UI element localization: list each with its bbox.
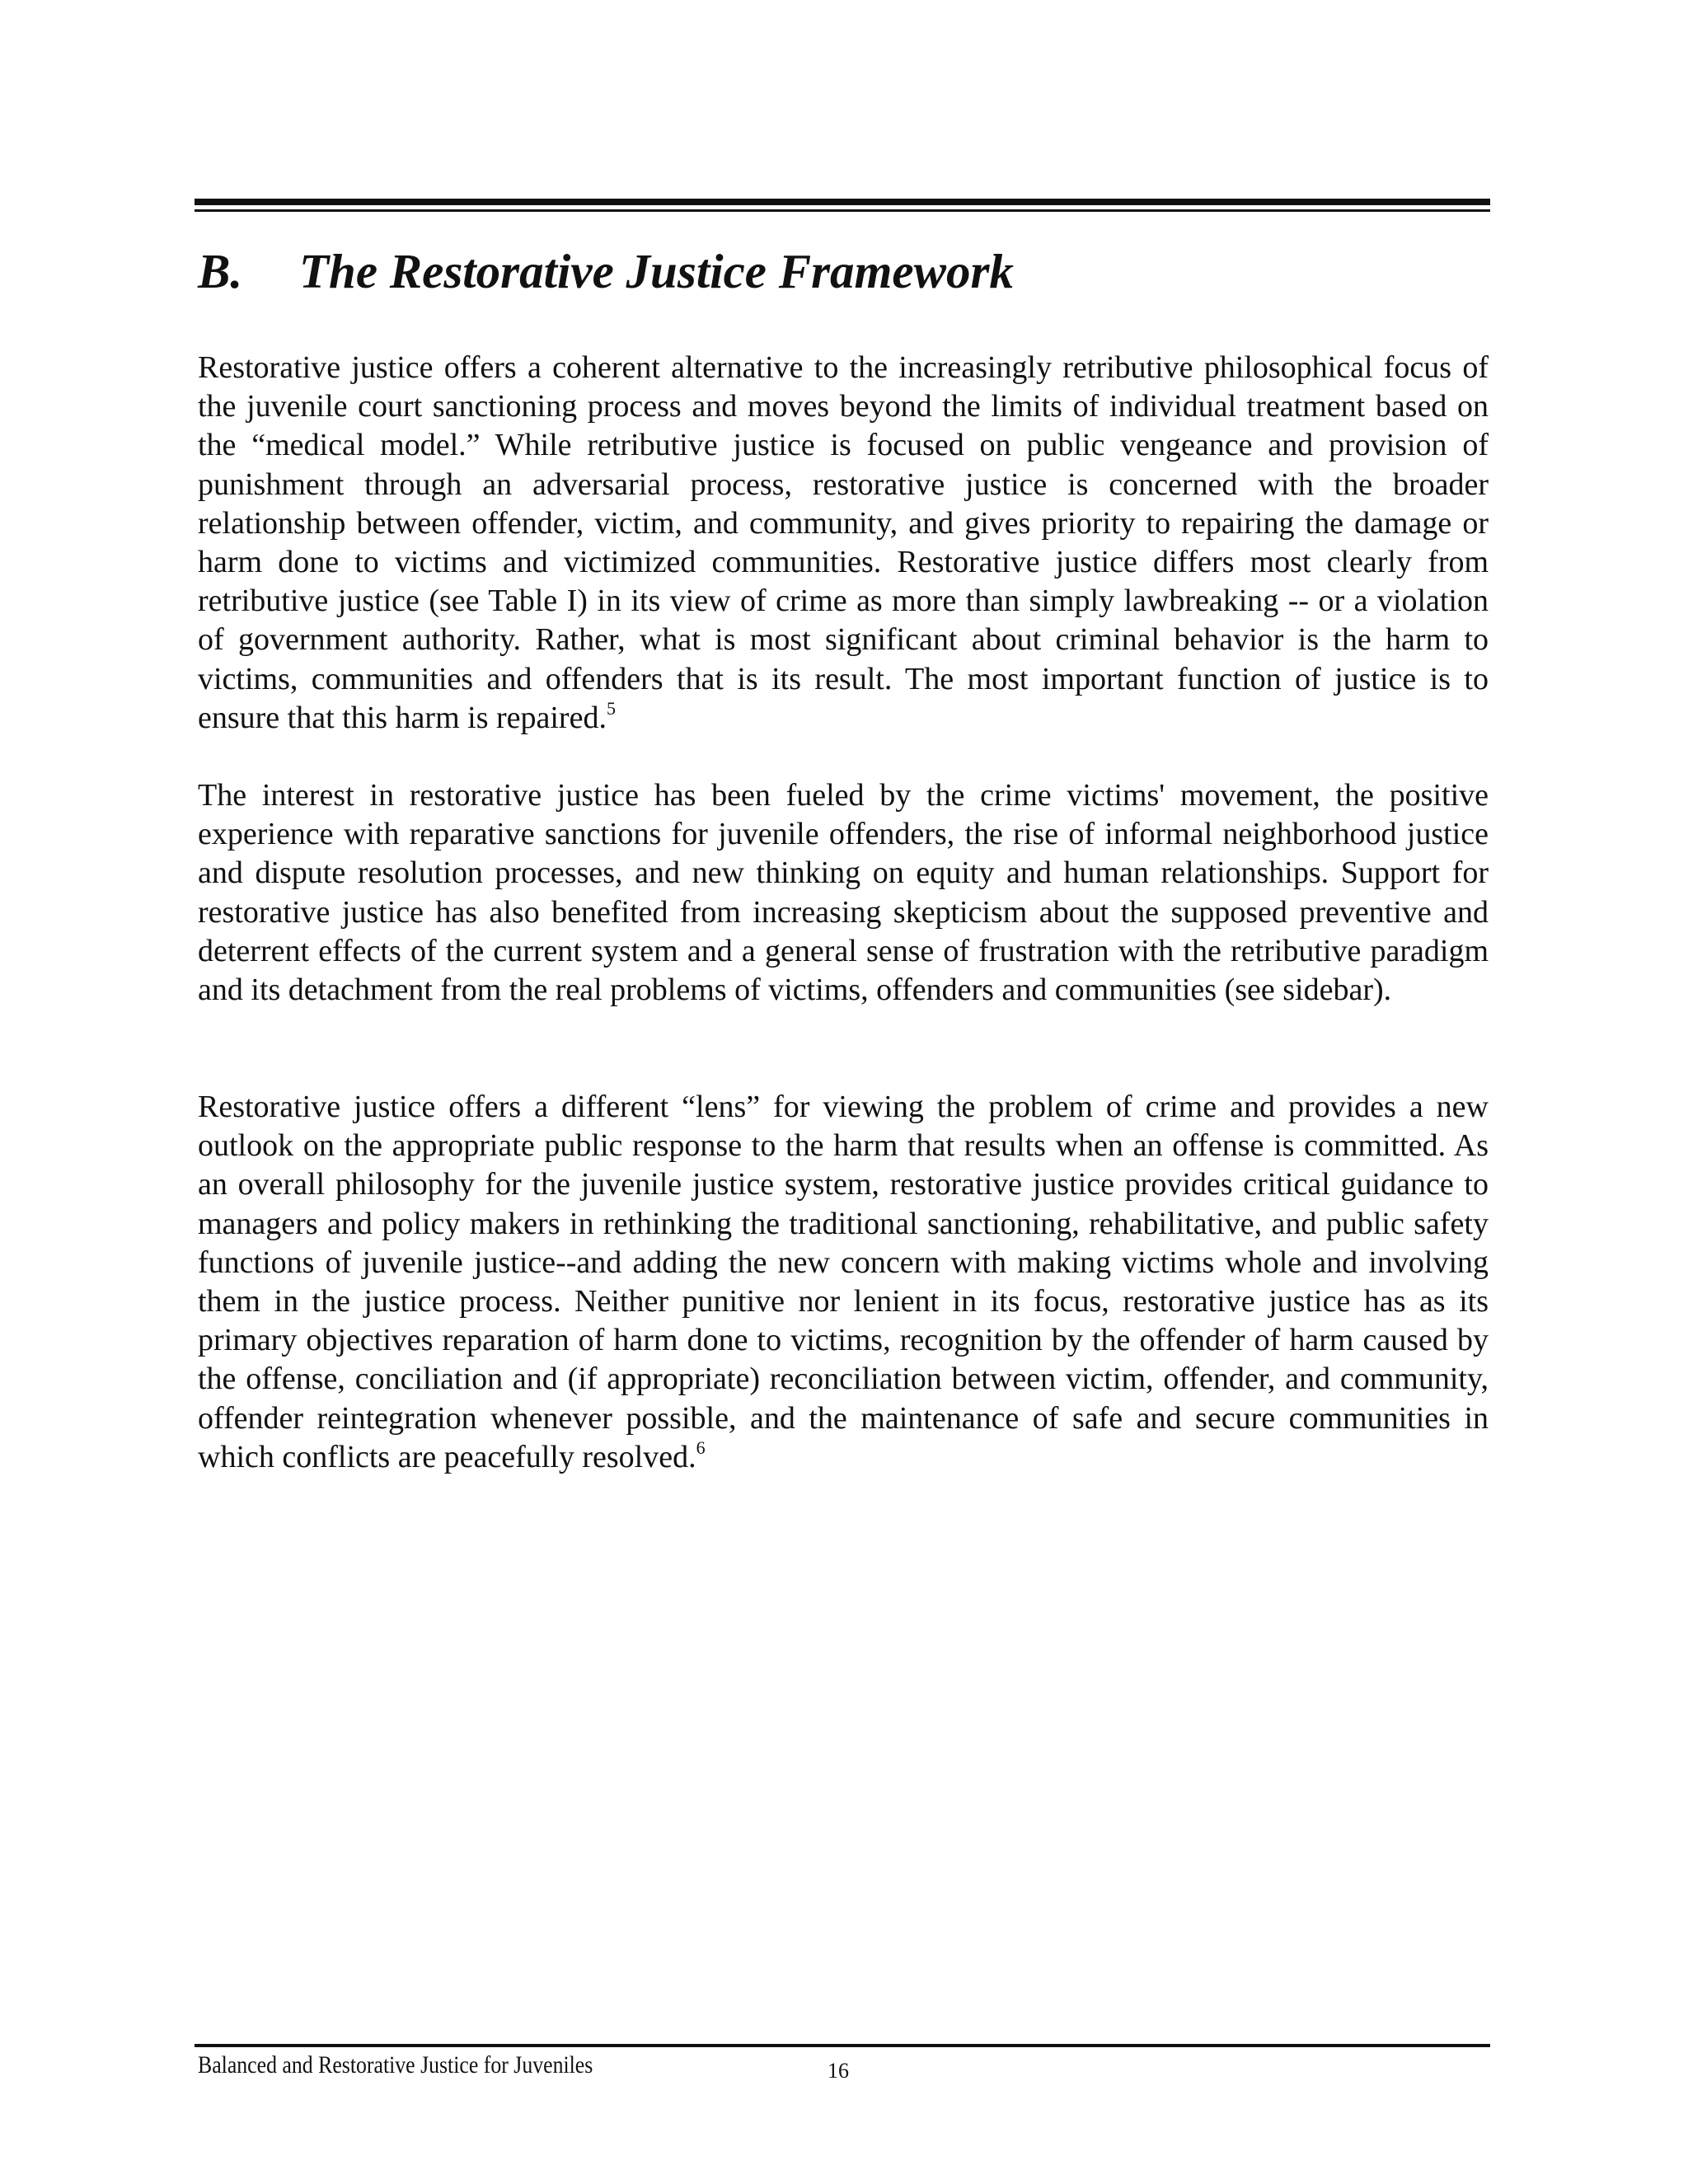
paragraph-2 (198, 776, 1489, 1010)
page-number: 16 (828, 2059, 849, 2083)
section-heading (198, 244, 1014, 298)
paragraph-1-text: Restorative justice offers a coherent alternative to the increasingly retributive philosophical focus of the juvenile court sanctioning process and moves beyond the limits of individual treatment based on the “medical model.” While retributive justice is focused on public vengeance and provision of punishment through an adversarial process, restorative justice is concerned with the broader relationship between offender, victim, and community, and gives priority to repairing the damage or harm done to victims and victimized communities. Restorative justice differs most clearly from retributive justice (see Table I) in its view of crime as more than simply lawbreaking -- or a violation of government authority. Rather, what is most significant about criminal behavior is the harm to victims, communities and offenders that is its result. The most important function of justice is to ensure that this harm is repaired. (198, 350, 1489, 735)
section-letter: B. (198, 244, 243, 298)
paragraph-3-text: Restorative justice offers a different “lens” for viewing the problem of crime and provides a new outlook on the appropriate public response to the harm that results when an offense is committed. As an overall philosophy for the juvenile justice system, restorative justice provides critical guidance to managers and policy makers in rethinking the traditional sanctioning, rehabilitative, and public safety functions of juvenile justice--and adding the new concern with making victims whole and involving them in the justice process. Neither punitive nor lenient in its focus, restorative justice has as its primary objectives reparation of harm done to victims, recognition by the offender of harm caused by the offense, conciliation and (if appropriate) reconciliation between victim, offender, and community, offender reintegration whenever possible, and the maintenance of safe and secure communities in which conflicts are peacefully resolved. (198, 1090, 1489, 1474)
footer-title: Balanced and Restorative Justice for Juveniles (198, 2051, 593, 2079)
footer-rule (195, 2044, 1490, 2047)
footnote-ref-5[interactable]: 5 (606, 698, 616, 719)
header-rule-thick (195, 199, 1490, 205)
footnote-ref-6[interactable]: 6 (696, 1437, 706, 1459)
paragraph-3 (198, 1088, 1489, 1477)
paragraph-2-text: The interest in restorative justice has been fueled by the crime victims' movement, the positive experience with reparative sanctions for juvenile offenders, the rise of informal neighborhood justice and dispute resolution processes, and new thinking on equity and human relationships. Support for restorative justice has also benefited from increasing skepticism about the supposed preventive and deterrent effects of the current system and a general sense of frustration with the retributive paradigm and its detachment from the real problems of victims, offenders and communities (see sidebar). (198, 778, 1489, 1008)
paragraph-1 (198, 349, 1489, 738)
header-rule-thin (195, 209, 1490, 212)
section-title: The Restorative Justice Framework (299, 244, 1014, 298)
